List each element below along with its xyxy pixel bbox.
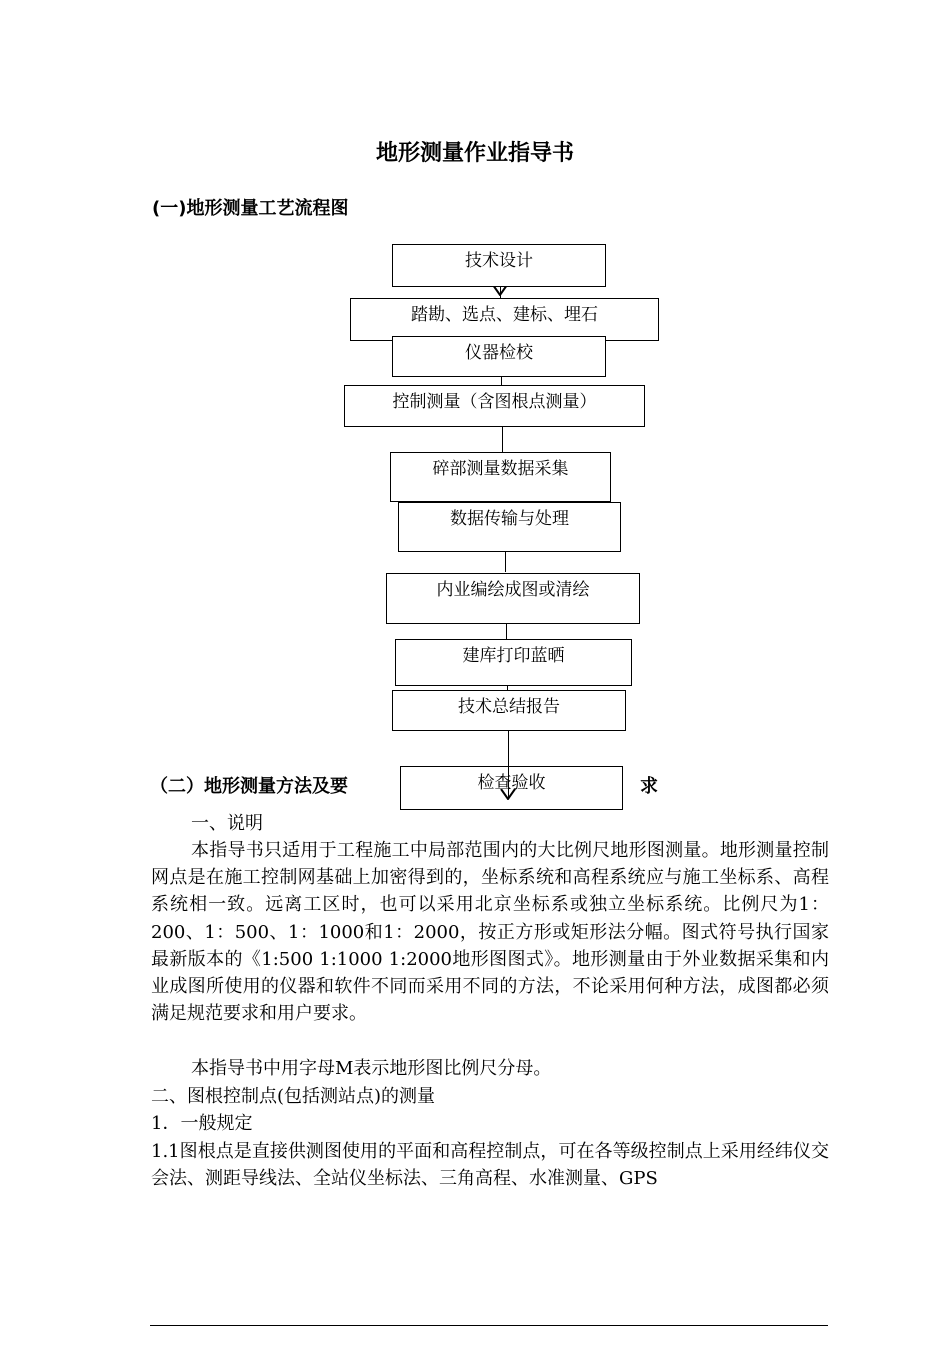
section-heading-methods: （二）地形测量方法及要 bbox=[150, 776, 348, 797]
flow-step-box: 建库打印蓝晒 bbox=[395, 639, 632, 686]
flow-step-box: 数据传输与处理 bbox=[398, 502, 621, 552]
footer-divider bbox=[150, 1325, 828, 1326]
flow-step-box: 控制测量（含图根点测量） bbox=[344, 385, 645, 427]
connector-line bbox=[502, 426, 503, 452]
paragraph-scale-note: 本指导书中用字母M表示地形图比例尺分母。 bbox=[191, 1058, 552, 1079]
subheading-general-rules: 1．一般规定 bbox=[151, 1113, 253, 1134]
connector-line bbox=[506, 624, 507, 640]
flow-step-box: 踏勘、选点、建标、埋石 bbox=[350, 298, 659, 341]
flow-step-box: 仪器检校 bbox=[392, 336, 606, 377]
flow-step-box: 内业编绘成图或清绘 bbox=[386, 573, 640, 624]
flow-step-box: 技术总结报告 bbox=[392, 690, 626, 731]
subheading-control-points: 二、图根控制点(包括测站点)的测量 bbox=[151, 1086, 436, 1107]
paragraph-intro: 本指导书只适用于工程施工中局部范围内的大比例尺地形图测量。地形测量控制网点是在施工控制网基础上加密得到的，坐标系统和高程系统应与施工坐标系、高程系统相一致。远离工区时，也可以采用北京坐标系或独立坐标系统。比例尺为1：200、1：500、1：1000和1：2000，按正方形或矩形法分幅。图式符号执行国家最新版本的《1:500 1:1000 1:2000地形图图式》。地形测量由于外业数据采集和内业成图所使用的仪器和软件不同而采用不同的方法，不论采用何种方法，成图都必须满足规范要求和用户要求。 bbox=[151, 840, 829, 1025]
section-heading-flowchart: (一)地形测量工艺流程图 bbox=[152, 198, 349, 219]
flow-step-box: 检查验收 bbox=[400, 766, 623, 810]
paragraph-control-points: 1.1图根点是直接供测图使用的平面和高程控制点，可在各等级控制点上采用经纬仪交会法、测距导线法、全站仪坐标法、三角高程、水准测量、GPS bbox=[151, 1141, 829, 1190]
page-title: 地形测量作业指导书 bbox=[375, 141, 574, 166]
subheading-explanation: 一、说明 bbox=[191, 813, 263, 834]
flow-step-box: 碎部测量数据采集 bbox=[390, 452, 611, 502]
section-heading-methods-tail: 求 bbox=[640, 776, 658, 797]
flow-step-box: 技术设计 bbox=[392, 244, 606, 287]
